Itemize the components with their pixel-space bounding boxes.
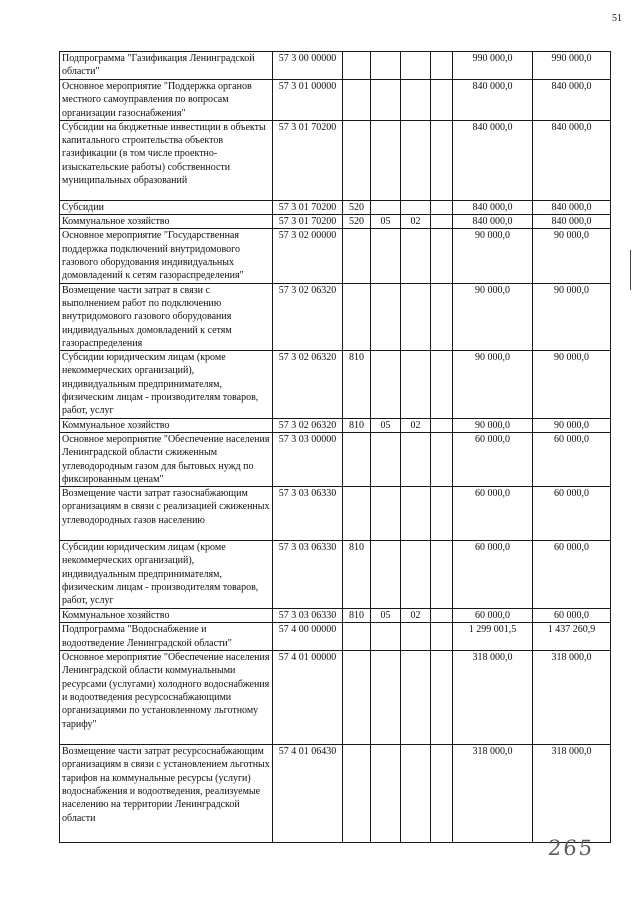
row-code: 57 4 01 00000 (273, 651, 343, 745)
row-rz (371, 487, 401, 541)
row-code: 57 3 01 70200 (273, 120, 343, 200)
row-name: Коммунальное хозяйство (60, 418, 273, 432)
row-vr (343, 432, 371, 486)
row-pr (401, 52, 431, 80)
row-pr: 02 (401, 609, 431, 623)
row-vr: 520 (343, 200, 371, 214)
table-row (60, 52, 611, 80)
table-row (60, 215, 611, 229)
table-row (60, 200, 611, 214)
table-row (60, 283, 611, 350)
row-empty (431, 541, 453, 609)
row-value-2: 60 000,0 (533, 609, 611, 623)
row-name: Коммунальное хозяйство (60, 215, 273, 229)
table-row (60, 418, 611, 432)
row-vr (343, 229, 371, 283)
row-empty (431, 487, 453, 541)
row-pr (401, 200, 431, 214)
row-rz (371, 745, 401, 843)
row-vr: 810 (343, 418, 371, 432)
row-empty (431, 609, 453, 623)
row-value-2: 90 000,0 (533, 351, 611, 418)
row-name: Основное мероприятие "Поддержка органов местного самоуправления по вопросам организации газоснабжения" (60, 80, 273, 121)
row-pr (401, 432, 431, 486)
row-value-1: 990 000,0 (453, 52, 533, 80)
row-pr: 02 (401, 215, 431, 229)
row-empty (431, 80, 453, 121)
row-rz (371, 120, 401, 200)
row-value-1: 90 000,0 (453, 351, 533, 418)
row-rz (371, 541, 401, 609)
row-pr (401, 623, 431, 651)
row-vr: 810 (343, 351, 371, 418)
row-vr: 520 (343, 215, 371, 229)
row-pr (401, 229, 431, 283)
row-name: Субсидии (60, 200, 273, 214)
row-empty (431, 200, 453, 214)
row-value-1: 318 000,0 (453, 745, 533, 843)
row-vr (343, 283, 371, 350)
row-name: Основное мероприятие "Обеспечение населения Ленинградской области коммунальными ресурсами (услугами) холодного водоснабжения и водоотведения ресурсоснабжающими организациями по установленному льготному тарифу" (60, 651, 273, 745)
row-empty (431, 215, 453, 229)
row-pr (401, 541, 431, 609)
row-rz: 05 (371, 609, 401, 623)
row-vr (343, 52, 371, 80)
row-value-2: 60 000,0 (533, 432, 611, 486)
row-name: Коммунальное хозяйство (60, 609, 273, 623)
row-value-2: 90 000,0 (533, 418, 611, 432)
row-value-2: 840 000,0 (533, 80, 611, 121)
row-value-2: 90 000,0 (533, 229, 611, 283)
row-name: Возмещение части затрат в связи с выполнением работ по подключению внутридомового газового оборудования индивидуальных домовладений к сетям газораспределения (60, 283, 273, 350)
handwritten-page-stamp: 265 (546, 836, 596, 860)
row-vr (343, 623, 371, 651)
row-value-2: 318 000,0 (533, 651, 611, 745)
row-value-1: 318 000,0 (453, 651, 533, 745)
row-rz (371, 432, 401, 486)
row-value-1: 60 000,0 (453, 541, 533, 609)
row-rz (371, 651, 401, 745)
row-code: 57 3 02 06320 (273, 283, 343, 350)
row-value-1: 840 000,0 (453, 120, 533, 200)
row-pr (401, 351, 431, 418)
row-rz (371, 200, 401, 214)
row-code: 57 3 01 70200 (273, 215, 343, 229)
row-name: Подпрограмма "Газификация Ленинградской области" (60, 52, 273, 80)
row-rz (371, 229, 401, 283)
row-value-2: 60 000,0 (533, 541, 611, 609)
row-rz (371, 623, 401, 651)
row-empty (431, 418, 453, 432)
row-value-2: 1 437 260,9 (533, 623, 611, 651)
row-vr (343, 745, 371, 843)
budget-table (59, 51, 611, 843)
table-row (60, 541, 611, 609)
row-name: Субсидии юридическим лицам (кроме некоммерческих организаций), индивидуальным предпринимателям, физическим лицам - производителям товаров, работ, услуг (60, 351, 273, 418)
table-row (60, 80, 611, 121)
row-pr (401, 745, 431, 843)
row-vr: 810 (343, 609, 371, 623)
row-empty (431, 651, 453, 745)
row-value-2: 840 000,0 (533, 120, 611, 200)
row-code: 57 3 03 06330 (273, 609, 343, 623)
margin-mark (630, 250, 631, 290)
row-vr: 810 (343, 541, 371, 609)
row-code: 57 3 02 00000 (273, 229, 343, 283)
row-empty (431, 229, 453, 283)
row-value-1: 840 000,0 (453, 80, 533, 121)
row-value-1: 90 000,0 (453, 418, 533, 432)
row-pr (401, 487, 431, 541)
table-row (60, 432, 611, 486)
table-row (60, 487, 611, 541)
row-rz (371, 283, 401, 350)
row-name: Основное мероприятие "Обеспечение населения Ленинградской области сжиженным углеводородным газом для бытовых нужд по фиксированным ценам" (60, 432, 273, 486)
row-empty (431, 623, 453, 651)
row-value-2: 90 000,0 (533, 283, 611, 350)
row-value-1: 90 000,0 (453, 283, 533, 350)
row-value-2: 990 000,0 (533, 52, 611, 80)
row-name: Возмещение части затрат ресурсоснабжающим организациям в связи с установлением льготных тарифов на коммунальные ресурсы (услуги) водоснабжения и водоотведения, реализуемые населению на территории Ленинградской области (60, 745, 273, 843)
row-value-2: 840 000,0 (533, 200, 611, 214)
row-value-1: 60 000,0 (453, 609, 533, 623)
row-rz (371, 80, 401, 121)
row-code: 57 3 03 06330 (273, 487, 343, 541)
table-row (60, 651, 611, 745)
row-empty (431, 120, 453, 200)
row-name: Возмещение части затрат газоснабжающим организациям в связи с реализацией сжиженных углеводородных газов населению (60, 487, 273, 541)
row-name: Субсидии на бюджетные инвестиции в объекты капитального строительства объектов газификации (в том числе проектно-изыскательские работы) собственности муниципальных образований (60, 120, 273, 200)
row-name: Субсидии юридическим лицам (кроме некоммерческих организаций), индивидуальным предпринимателям, физическим лицам - производителям товаров, работ, услуг (60, 541, 273, 609)
row-value-2: 318 000,0 (533, 745, 611, 843)
row-code: 57 3 02 06320 (273, 351, 343, 418)
row-value-1: 1 299 001,5 (453, 623, 533, 651)
table-row (60, 609, 611, 623)
row-empty (431, 432, 453, 486)
row-empty (431, 52, 453, 80)
row-code: 57 3 03 06330 (273, 541, 343, 609)
row-vr (343, 120, 371, 200)
row-value-2: 840 000,0 (533, 215, 611, 229)
row-pr: 02 (401, 418, 431, 432)
row-code: 57 3 01 70200 (273, 200, 343, 214)
row-name: Подпрограмма "Водоснабжение и водоотведение Ленинградской области" (60, 623, 273, 651)
row-value-1: 840 000,0 (453, 215, 533, 229)
row-empty (431, 351, 453, 418)
row-code: 57 3 01 00000 (273, 80, 343, 121)
row-value-1: 60 000,0 (453, 487, 533, 541)
row-pr (401, 283, 431, 350)
row-vr (343, 487, 371, 541)
table-row (60, 120, 611, 200)
row-value-2: 60 000,0 (533, 487, 611, 541)
row-pr (401, 120, 431, 200)
row-value-1: 60 000,0 (453, 432, 533, 486)
row-code: 57 3 03 00000 (273, 432, 343, 486)
row-empty (431, 283, 453, 350)
row-value-1: 840 000,0 (453, 200, 533, 214)
row-rz (371, 351, 401, 418)
table-row (60, 229, 611, 283)
table-row (60, 351, 611, 418)
row-pr (401, 651, 431, 745)
row-name: Основное мероприятие "Государственная поддержка подключений внутридомового газового оборудования индивидуальных домовладений к сетям газораспределения" (60, 229, 273, 283)
table-row (60, 745, 611, 843)
page-number: 51 (612, 13, 622, 24)
row-vr (343, 651, 371, 745)
row-code: 57 4 00 00000 (273, 623, 343, 651)
row-pr (401, 80, 431, 121)
row-rz (371, 52, 401, 80)
row-vr (343, 80, 371, 121)
row-code: 57 3 00 00000 (273, 52, 343, 80)
row-rz: 05 (371, 215, 401, 229)
row-code: 57 4 01 06430 (273, 745, 343, 843)
row-value-1: 90 000,0 (453, 229, 533, 283)
table-row (60, 623, 611, 651)
row-code: 57 3 02 06320 (273, 418, 343, 432)
row-empty (431, 745, 453, 843)
row-rz: 05 (371, 418, 401, 432)
